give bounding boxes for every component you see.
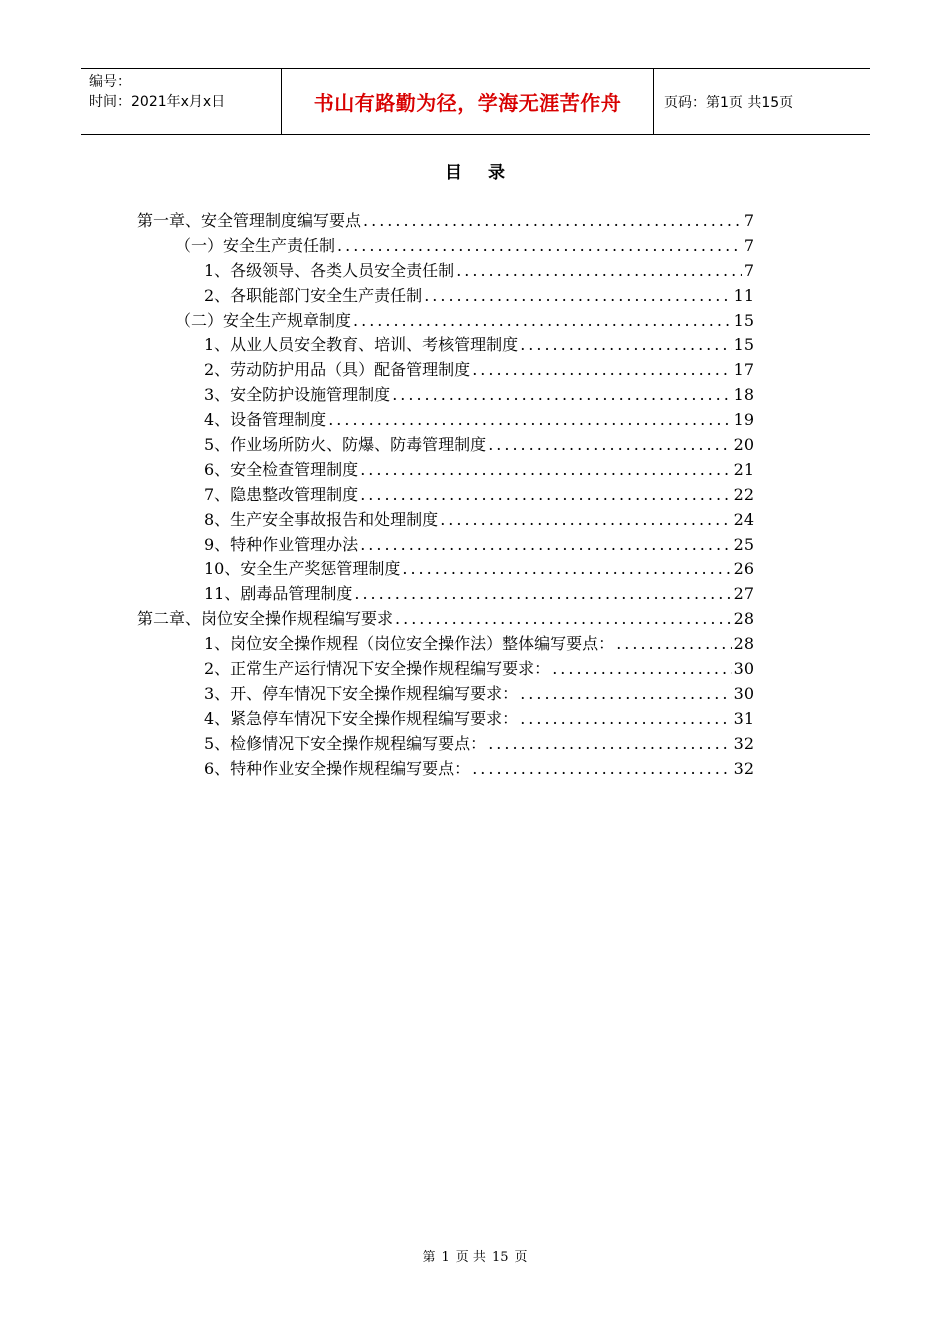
toc-leader-dots [456,259,742,284]
toc-entry-text: 11、剧毒品管理制度 [204,584,353,604]
toc-leader-dots [395,607,732,632]
toc-entry-text: 2、各职能部门安全生产责任制 [204,285,423,305]
toc-entry-text: 第一章、安全管理制度编写要点 [137,211,362,230]
toc-entry[interactable] [137,732,754,757]
toc-entry[interactable] [137,284,754,309]
toc-leader-dots [488,433,731,458]
toc-entry-text: 3、安全防护设施管理制度 [204,385,391,405]
toc-entry-page: 18 [733,385,754,405]
toc-entry-page: 21 [733,459,754,479]
toc-entry[interactable] [137,408,754,433]
toc-leader-dots [472,757,731,782]
toc-entry[interactable] [137,383,754,408]
toc-entry-text: 4、设备管理制度 [204,410,327,430]
footer-page-suffix: 页 [514,1250,528,1265]
toc-entry[interactable] [137,259,754,284]
footer-page-total: 15 [491,1250,509,1265]
toc-entry[interactable] [137,657,754,682]
toc-leader-dots [337,234,742,259]
toc-entry-text: 9、特种作业管理办法 [204,534,359,554]
toc-entry-text: 1、从业人员安全教育、培训、考核管理制度 [204,335,519,355]
toc-entry-page: 32 [733,733,754,753]
page-footer [0,1246,950,1265]
header-page-info [654,69,870,134]
toc-entry-text: 2、劳动防护用品（具）配备管理制度 [204,360,471,380]
toc-entry-page: 19 [733,410,754,430]
toc-entry-page: 25 [733,534,754,554]
toc-entry-page: 31 [733,708,754,728]
toc-entry[interactable] [137,309,754,334]
toc-leader-dots [552,657,731,682]
toc-entry-page: 15 [733,335,754,355]
toc-leader-dots [488,732,731,757]
toc-entry[interactable] [137,458,754,483]
toc-entry-text: 10、安全生产奖惩管理制度 [204,559,401,579]
table-of-contents [137,209,754,781]
toc-entry-page: 24 [733,509,754,529]
toc-entry[interactable] [137,607,754,632]
toc-entry-page: 20 [733,435,754,455]
toc-entry[interactable] [137,632,754,657]
toc-leader-dots [363,209,742,234]
footer-page-prefix: 第 [422,1250,436,1265]
toc-leader-dots [353,309,732,334]
toc-leader-dots [424,284,731,309]
toc-entry[interactable] [137,433,754,458]
toc-entry-text: 7、隐患整改管理制度 [204,484,359,504]
toc-leader-dots [520,707,731,732]
toc-leader-dots [354,582,731,607]
toc-entry-text: 6、特种作业安全操作规程编写要点： [204,758,471,778]
toc-entry[interactable] [137,483,754,508]
header-page-label: 页码：第1页 共15页 [664,94,794,111]
document-number-label: 编号： [89,74,131,90]
toc-entry-page: 30 [733,659,754,679]
toc-entry-text: 5、检修情况下安全操作规程编写要点： [204,733,487,753]
toc-leader-dots [440,508,731,533]
toc-entry[interactable] [137,508,754,533]
toc-entry-text: 4、紧急停车情况下安全操作规程编写要求： [204,708,519,728]
toc-leader-dots [472,358,731,383]
header-meta [81,69,281,134]
toc-leader-dots [360,533,731,558]
toc-leader-dots [328,408,731,433]
toc-entry-page: 7 [743,211,754,230]
toc-entry[interactable] [137,582,754,607]
toc-entry[interactable] [137,234,754,259]
toc-entry-page: 15 [733,310,754,330]
toc-title: 目录 [445,163,531,183]
toc-entry-page: 32 [733,758,754,778]
toc-entry[interactable] [137,682,754,707]
toc-entry[interactable] [137,533,754,558]
document-time-label: 时间：2021年x月x日 [89,94,226,110]
toc-entry-text: 3、开、停车情况下安全操作规程编写要求： [204,683,519,703]
toc-leader-dots [402,557,731,582]
toc-entry-text: 5、作业场所防火、防爆、防毒管理制度 [204,435,487,455]
toc-entry-page: 30 [733,683,754,703]
toc-leader-dots [360,458,731,483]
toc-leader-dots [360,483,731,508]
toc-entry-text: 1、各级领导、各类人员安全责任制 [204,260,455,280]
header-motto: 书山有路勤为径，学海无涯苦作舟 [313,91,622,115]
header-motto-cell [281,69,654,134]
toc-entry[interactable] [137,757,754,782]
toc-entry-page: 11 [733,285,754,305]
toc-leader-dots [520,682,731,707]
toc-entry-text: 6、安全检查管理制度 [204,459,359,479]
toc-entry-text: （二）安全生产规章制度 [175,310,352,330]
toc-leader-dots [392,383,731,408]
toc-entry-page: 28 [733,634,754,654]
toc-entry[interactable] [137,209,754,234]
toc-entry-text: 8、生产安全事故报告和处理制度 [204,509,439,529]
toc-leader-dots [520,333,731,358]
toc-entry-text: 第二章、岗位安全操作规程编写要求 [137,609,394,629]
page-header [81,68,870,135]
toc-entry-text: 2、正常生产运行情况下安全操作规程编写要求： [204,659,551,679]
toc-entry-page: 17 [733,360,754,380]
toc-entry-text: 1、岗位安全操作规程（岗位安全操作法）整体编写要点： [204,634,615,654]
toc-entry[interactable] [137,358,754,383]
footer-page-mid: 页 共 [455,1250,486,1265]
toc-entry-page: 7 [743,235,754,255]
toc-leader-dots [616,632,731,657]
toc-entry-page: 28 [733,609,754,629]
toc-entry-page: 27 [733,584,754,604]
toc-entry-page: 26 [733,559,754,579]
toc-entry-page: 7 [743,260,754,280]
toc-entry-page: 22 [733,484,754,504]
toc-entry-text: （一）安全生产责任制 [175,235,336,255]
footer-page-number: 1 [441,1250,450,1265]
toc-entry[interactable] [137,333,754,358]
toc-entry[interactable] [137,707,754,732]
toc-entry[interactable] [137,557,754,582]
